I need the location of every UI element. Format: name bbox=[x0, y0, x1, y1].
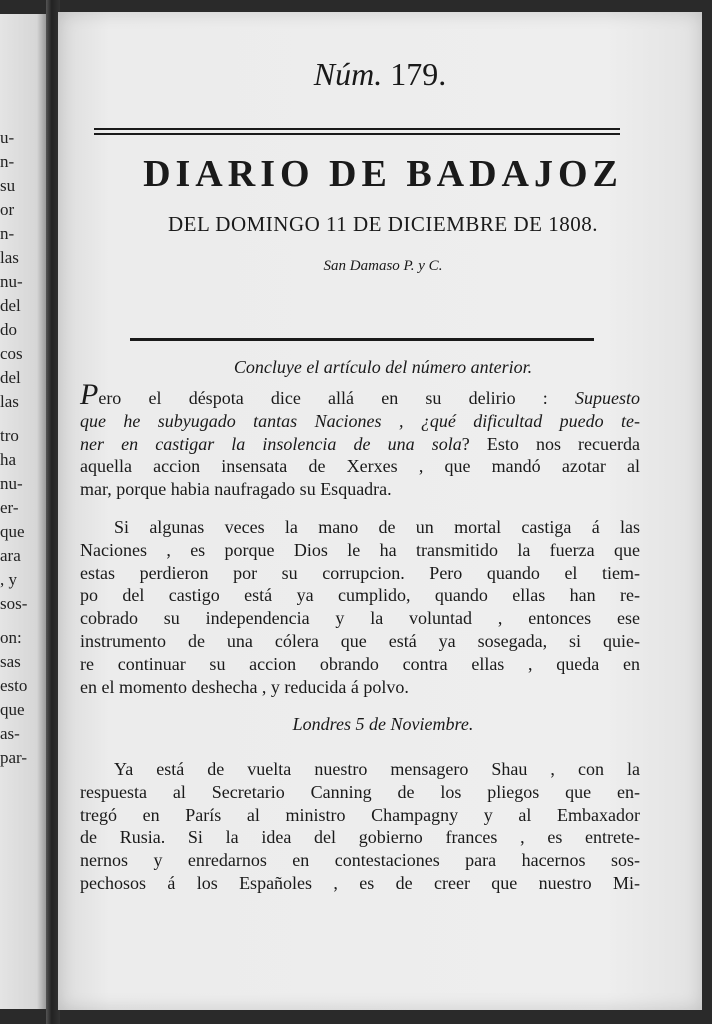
text-line: Ya está de vuelta nuestro mensagero Shau , con la bbox=[114, 759, 640, 779]
text-line: cobrado su independencia y la voluntad , entonces ese bbox=[80, 608, 640, 629]
left-fragment: er- bbox=[0, 498, 19, 517]
left-fragment: que bbox=[0, 522, 25, 541]
left-fragment: par- bbox=[0, 748, 28, 767]
text-line: en el momento deshecha , y reducida á polvo. bbox=[80, 676, 409, 697]
text-line: pechosos á los Españoles , es de creer que nuestro Mi- bbox=[80, 872, 640, 893]
article-paragraph-3 bbox=[80, 758, 640, 895]
text-line: estas perdieron por su corrupcion. Pero quando el tiem- bbox=[80, 562, 640, 583]
issue-number-value: 179. bbox=[390, 56, 447, 92]
left-fragment: su bbox=[0, 176, 16, 195]
left-fragment: del bbox=[0, 296, 21, 315]
left-fragment: n- bbox=[0, 152, 15, 171]
issue-number-label: Núm. bbox=[313, 56, 383, 92]
masthead-title: DIARIO DE BADAJOZ bbox=[143, 153, 623, 195]
text-line: Pero el déspota dice allá en su delirio : Supuesto bbox=[80, 378, 640, 411]
left-fragment: , y bbox=[0, 570, 17, 589]
left-page-edge bbox=[0, 14, 46, 1009]
text-line: de Rusia. Si la idea del gobierno frances , es entrete- bbox=[80, 827, 640, 848]
text-line: que he subyugado tantas Naciones , ¿qué dificultad puedo te- bbox=[80, 410, 640, 431]
dateline: DEL DOMINGO 11 DE DICIEMBRE DE 1808. bbox=[168, 212, 598, 236]
left-fragment: del bbox=[0, 368, 21, 387]
text-line: po del castigo está ya cumplido, quando ellas han re- bbox=[80, 585, 640, 606]
text-line: Si algunas veces la mano de un mortal castiga á las bbox=[114, 517, 640, 537]
left-fragment: sas bbox=[0, 652, 21, 671]
article-heading: Londres 5 de Noviembre. bbox=[292, 714, 474, 734]
text-line: mar, porque habia naufragado su Esquadra. bbox=[80, 479, 392, 500]
left-fragment: n- bbox=[0, 224, 15, 243]
article-heading: Concluye el artículo del número anterior. bbox=[233, 357, 533, 377]
left-fragment: ara bbox=[0, 546, 21, 565]
left-fragment: nu- bbox=[0, 474, 23, 493]
left-fragment: on: bbox=[0, 628, 22, 647]
left-fragment: sos- bbox=[0, 594, 28, 613]
left-fragment: las bbox=[0, 392, 19, 411]
left-fragment: as- bbox=[0, 724, 20, 743]
article-paragraph-2 bbox=[80, 516, 640, 698]
left-fragment: esto bbox=[0, 676, 28, 695]
text-line: tregó en París al ministro Champagny y al Embaxador bbox=[80, 804, 640, 825]
left-fragment: cos bbox=[0, 344, 23, 363]
left-fragment: ha bbox=[0, 450, 17, 469]
text-line: Naciones , es porque Dios le ha transmitido la fuerza que bbox=[80, 539, 640, 560]
article-paragraph-1 bbox=[80, 378, 640, 501]
drop-cap: P bbox=[80, 378, 99, 411]
text-line: nernos y enredarnos en contestaciones para hacernos sos- bbox=[80, 850, 640, 871]
text-line: ner en castigar la insolencia de una sola? Esto nos recuerda bbox=[80, 433, 640, 454]
text-line: respuesta al Secretario Canning de los pliegos que en- bbox=[80, 781, 640, 802]
text-line: instrumento de una cólera que está ya sosegada, si quie- bbox=[80, 630, 640, 651]
issue-number bbox=[58, 56, 702, 93]
newspaper-page bbox=[58, 12, 702, 1010]
left-fragment: or bbox=[0, 200, 15, 219]
saint-of-day: San Damaso P. y C. bbox=[323, 258, 443, 274]
text-line: aquella accion insensata de Xerxes , que mandó azotar al bbox=[80, 456, 640, 477]
left-fragment: nu- bbox=[0, 272, 23, 291]
left-fragment: las bbox=[0, 248, 19, 267]
masthead-top-rule bbox=[94, 128, 620, 135]
left-fragment: tro bbox=[0, 426, 19, 445]
left-fragment: que bbox=[0, 700, 25, 719]
masthead-bottom-rule bbox=[130, 338, 594, 341]
left-fragment: u- bbox=[0, 128, 15, 147]
left-fragment: do bbox=[0, 320, 17, 339]
text-line: re continuar su accion obrando contra ellas , queda en bbox=[80, 653, 640, 674]
